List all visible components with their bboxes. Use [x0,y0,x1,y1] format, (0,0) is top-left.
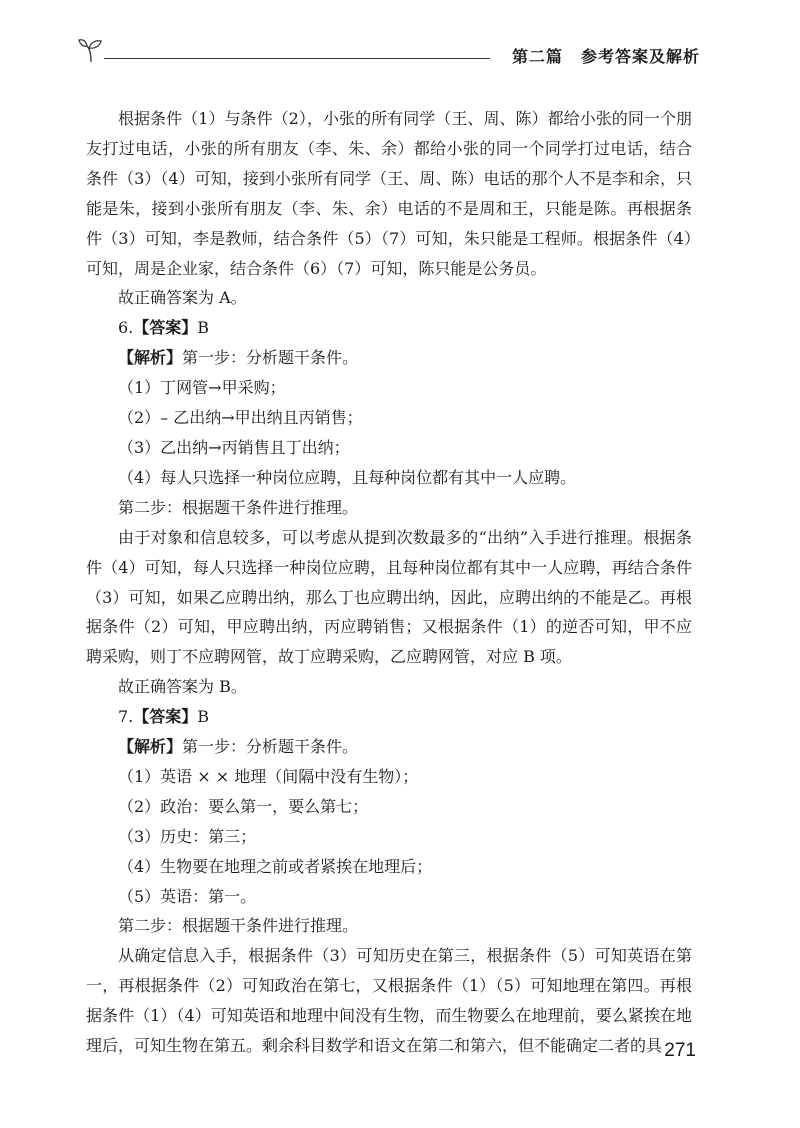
q6-analysis-line [86,343,692,373]
sprout-icon [78,38,106,64]
q6-condition-3: （3）乙出纳→丙销售且丁出纳； [118,437,350,457]
q6-reasoning-paragraph: 由于对象和信息较多，可以考虑从提到次数最多的“出纳”入手进行推理。根据条件（4）可知，每人只选择一种岗位应聘，且每种岗位都有其中一人应聘，再结合条件（3）可知，如果乙应聘出纳，那么丁也应聘出纳，因此，应聘出纳的不能是乙。再根据条件（2）可知，甲应聘出纳，丙应聘销售；又根据条件（1）的逆否可知，甲不应聘采购，则丁不应聘网管，故丁应聘采购，乙应聘网管，对应 B 项。 [86,527,692,667]
q7-reasoning-paragraph: 从确定信息入手，根据条件（3）可知历史在第三，根据条件（5）可知英语在第一，再根据条件（2）可知政治在第七，又根据条件（1）（5）可知地理在第四。再根据条件（1）（4）可知英语和地理中间没有生物，而生物要么在地理前，要么紧挨在地理后，可知生物在第五。剩余科目数学和语文在第二和第六，但不能确定二者的具 [86,946,692,1056]
q7-condition-2: （2）政治：要么第一，要么第七； [118,796,369,816]
header-rule [104,58,490,59]
q7-analysis-line [86,732,692,762]
q6-answer-line [86,313,692,343]
q6-condition-2: （2）– 乙出纳→甲出纳且丙销售； [118,408,363,428]
header-section: 参考答案及解析 [580,47,700,66]
q5-analysis-paragraph: 根据条件（1）与条件（2），小张的所有同学（王、周、陈）都给小张的同一个朋友打过电话，小张的所有朋友（李、朱、余）都给小张的同一个同学打过电话，结合条件（3）（4）可知，接到小张所有同学（王、周、陈）电话的那个人不是李和余，只能是朱，接到小张所有朋友（李、朱、余）电话的不是周和王，只能是陈。再根据条件（3）可知，李是教师，结合条件（5）（7）可知，朱只能是工程师。根据条件（4）可知，周是企业家，结合条件（6）（7）可知，陈只能是公务员。 [86,109,692,278]
q5-conclusion: 故正确答案为 A。 [118,288,247,308]
q7-step2: 第二步：根据题干条件进行推理。 [118,916,359,936]
header-part: 第二篇 [511,47,563,66]
q7-condition-1: （1）英语 × × 地理（间隔中没有生物）； [118,766,419,786]
q7-condition-5: （5）英语：第一。 [118,886,257,906]
q6-step2: 第二步：根据题干条件进行推理。 [118,497,359,517]
q6-condition-4: （4）每人只选择一种岗位应聘，且每种岗位都有其中一人应聘。 [118,467,577,487]
q7-number: 7. [118,707,134,727]
q6-step1: 第一步：分析题干条件。 [182,348,359,368]
q7-answer-line [86,702,692,732]
q7-answer: B [197,707,210,727]
q6-answer: B [197,318,210,338]
q6-number: 6. [118,318,134,338]
page-number: 271 [664,1040,696,1061]
q7-answer-label: 【答案】 [133,707,198,727]
q7-analysis-label: 【解析】 [118,737,183,757]
running-header [78,34,700,70]
q7-condition-4: （4）生物要在地理之前或者紧挨在地理后； [118,856,433,876]
q7-condition-3: （3）历史：第三； [118,826,257,846]
header-title [512,44,700,67]
page-content [86,104,692,1061]
q6-answer-label: 【答案】 [133,318,198,338]
q7-step1: 第一步：分析题干条件。 [182,737,359,757]
q6-analysis-label: 【解析】 [118,348,183,368]
q6-conclusion: 故正确答案为 B。 [118,677,247,697]
q6-condition-1: （1）丁网管→甲采购； [118,378,286,398]
